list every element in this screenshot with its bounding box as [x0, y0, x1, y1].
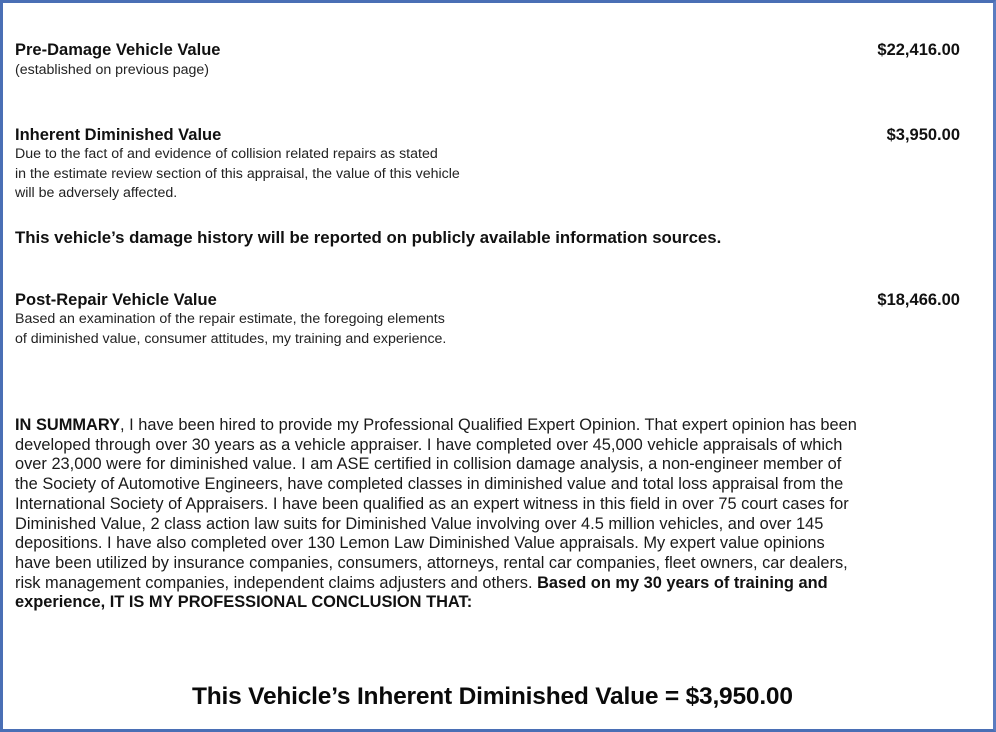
- summary-closing-bold: experience, IT IS MY PROFESSIONAL CONCLUSION THAT:: [15, 593, 473, 612]
- section-amount: $22,416.00: [877, 41, 960, 59]
- section-post-repair-value: [15, 291, 960, 349]
- summary-line: International Society of Appraisers. I have been qualified as an expert witness in this field in over 75 court cases for: [15, 494, 849, 513]
- section-description-line: Due to the fact of and evidence of collision related repairs as stated: [15, 146, 438, 162]
- summary-line: have been utilized by insurance companies, consumers, attorneys, rental car companies, fleet owners, car dealers,: [15, 553, 848, 572]
- section-description-line: will be adversely affected.: [15, 185, 178, 201]
- section-pre-damage-value: [15, 41, 960, 81]
- section-description-line: of diminished value, consumer attitudes, my training and experience.: [15, 330, 447, 347]
- summary-line: the Society of Automotive Engineers, have completed classes in diminished value and total loss appraisal from the: [15, 475, 844, 494]
- summary-line: [15, 416, 990, 436]
- summary-closing-bold: Based on my 30 years of training and: [537, 573, 828, 592]
- section-title: Inherent Diminished Value: [15, 126, 222, 144]
- summary-text: , I have been hired to provide my Professional Qualified Expert Opinion. That expert opinion has been: [120, 416, 857, 434]
- section-description-line: Based an examination of the repair estimate, the foregoing elements: [15, 311, 445, 327]
- summary-lead: IN SUMMARY: [15, 416, 121, 434]
- summary-line: [15, 574, 990, 594]
- summary-paragraph: [15, 416, 990, 613]
- damage-history-notice: This vehicle’s damage history will be reported on publicly available information sources.: [15, 228, 722, 247]
- section-amount: $18,466.00: [877, 291, 960, 309]
- summary-line: [15, 593, 990, 613]
- section-description-line: in the estimate review section of this appraisal, the value of this vehicle: [15, 165, 460, 182]
- summary-line: depositions. I have also completed over 130 Lemon Law Diminished Value appraisals. My expert value opinions: [15, 534, 825, 553]
- summary-line: Diminished Value, 2 class action law suits for Diminished Value involving over 4.5 million vehicles, and over 145: [15, 514, 824, 533]
- section-title: Post-Repair Vehicle Value: [15, 291, 217, 309]
- section-description: (established on previous page): [15, 62, 210, 78]
- summary-line: over 23,000 were for diminished value. I am ASE certified in collision damage analysis, a non-engineer member of: [15, 455, 842, 474]
- section-title: Pre-Damage Vehicle Value: [15, 41, 221, 59]
- section-inherent-diminished-value: [15, 126, 960, 204]
- summary-line: developed through over 30 years as a vehicle appraiser. I have completed over 45,000 vehicle appraisals of which: [15, 435, 843, 454]
- summary-text: risk management companies, independent claims adjusters and others.: [15, 573, 538, 592]
- conclusion-statement: This Vehicle’s Inherent Diminished Value = $3,950.00: [192, 683, 793, 710]
- section-amount: $3,950.00: [886, 126, 960, 144]
